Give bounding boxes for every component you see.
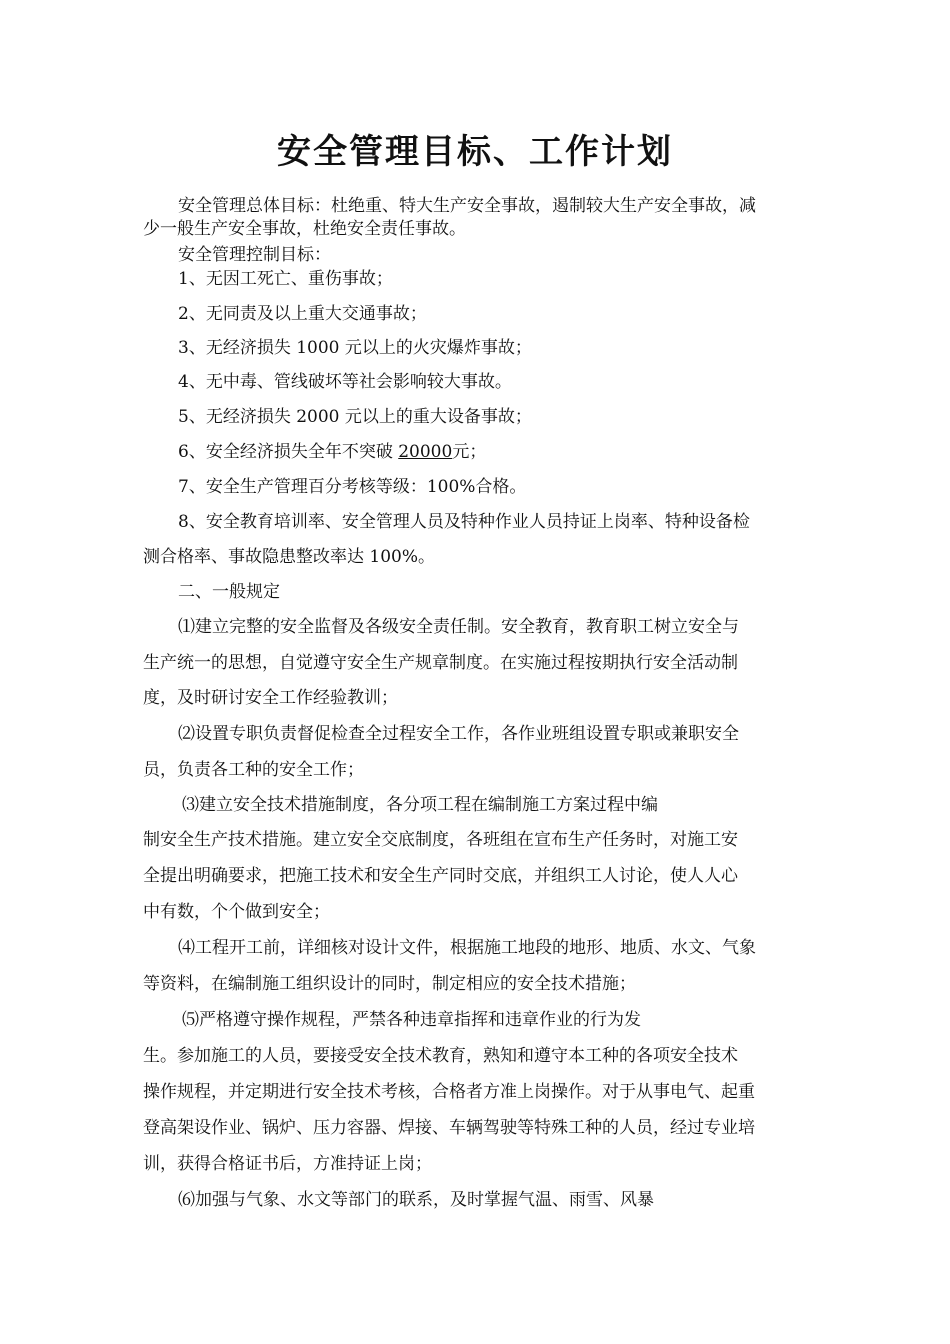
paragraph-line: 训，获得合格证书后，方准持证上岗； xyxy=(143,1154,432,1174)
list-item-text: 元； xyxy=(452,442,487,462)
paragraph-line: 中有数，个个做到安全； xyxy=(143,902,330,922)
paragraph-line: ⑵设置专职负责督促检查全过程安全工作，各作业班组设置专职或兼职安全 xyxy=(178,724,739,744)
paragraph-line: 测合格率、事故隐患整改率达 100%。 xyxy=(143,547,436,567)
paragraph-line: ⑴建立完整的安全监督及各级安全责任制。安全教育，教育职工树立安全与 xyxy=(178,617,739,637)
paragraph-line: ⑹加强与气象、水文等部门的联系，及时掌握气温、雨雪、风暴 xyxy=(178,1190,654,1210)
paragraph-line: ⑷工程开工前，详细核对设计文件，根据施工地段的地形、地质、水文、气象 xyxy=(178,938,756,958)
paragraph-line: 生。参加施工的人员，要接受安全技术教育，熟知和遵守本工种的各项安全技术 xyxy=(143,1046,738,1066)
paragraph-line: 制安全生产技术措施。建立安全交底制度，各班组在宣布生产任务时，对施工安 xyxy=(143,830,738,850)
list-item: 8、安全教育培训率、安全管理人员及特种作业人员持证上岗率、特种设备检 xyxy=(178,512,750,532)
paragraph-line: 生产统一的思想，自觉遵守安全生产规章制度。在实施过程按期执行安全活动制 xyxy=(143,653,738,673)
paragraph-line: ⑸严格遵守操作规程，严禁各种违章指挥和违章作业的行为发 xyxy=(182,1010,641,1030)
paragraph-line: 操作规程，并定期进行安全技术考核，合格者方准上岗操作。对于从事电气、起重 xyxy=(143,1082,755,1102)
underlined-amount: 20000 xyxy=(398,442,453,462)
list-item: 5、无经济损失 2000 元以上的重大设备事故； xyxy=(178,407,532,427)
paragraph-line: ⑶建立安全技术措施制度，各分项工程在编制施工方案过程中编 xyxy=(182,795,658,815)
list-item xyxy=(178,441,486,463)
list-item: 7、安全生产管理百分考核等级：100%合格。 xyxy=(178,477,527,497)
paragraph-line: 安全管理总体目标：杜绝重、特大生产安全事故，遏制较大生产安全事故，减 xyxy=(178,196,756,216)
paragraph-line: 少一般生产安全事故，杜绝安全责任事故。 xyxy=(143,219,466,239)
list-item: 4、无中毒、管线破坏等社会影响较大事故。 xyxy=(178,372,512,392)
list-item: 1、无因工死亡、重伤事故； xyxy=(178,269,393,289)
document-title: 安全管理目标、工作计划 xyxy=(277,132,673,172)
section-heading: 二、一般规定 xyxy=(178,582,280,602)
paragraph-line: 安全管理控制目标： xyxy=(178,245,331,265)
list-item: 3、无经济损失 1000 元以上的火灾爆炸事故； xyxy=(178,338,532,358)
paragraph-line: 度，及时研讨安全工作经验教训； xyxy=(143,688,398,708)
paragraph-line: 员，负责各工种的安全工作； xyxy=(143,760,364,780)
paragraph-line: 登高架设作业、锅炉、压力容器、焊接、车辆驾驶等特殊工种的人员，经过专业培 xyxy=(143,1118,755,1138)
paragraph-line: 等资料，在编制施工组织设计的同时，制定相应的安全技术措施； xyxy=(143,974,636,994)
list-item-text: 6、安全经济损失全年不突破 xyxy=(178,442,399,462)
list-item: 2、无同责及以上重大交通事故； xyxy=(178,304,427,324)
paragraph-line: 全提出明确要求，把施工技术和安全生产同时交底，并组织工人讨论，使人人心 xyxy=(143,866,738,886)
